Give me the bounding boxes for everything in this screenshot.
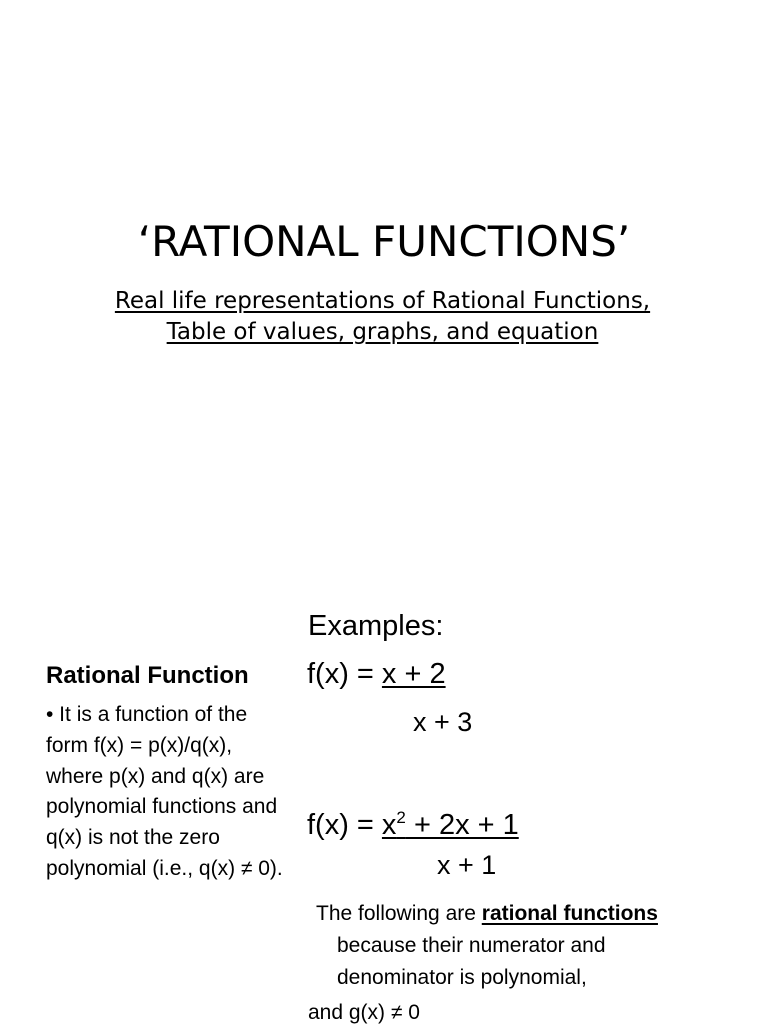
definition-heading: Rational Function bbox=[46, 662, 249, 689]
slide-title: ‘RATIONAL FUNCTIONS’ bbox=[137, 217, 631, 266]
example-1-equation bbox=[307, 655, 446, 693]
example-1-denominator: x + 3 bbox=[413, 707, 473, 737]
explanation-prefix: The following are bbox=[316, 902, 482, 925]
explanation-line-2: because their numerator and bbox=[337, 934, 606, 957]
example-2-numerator bbox=[382, 809, 519, 841]
example-1-lhs: f(x) = bbox=[307, 658, 382, 690]
example-2-numerator-base: x bbox=[381, 809, 397, 841]
example-2-denominator: x + 1 bbox=[437, 850, 497, 880]
examples-label: Examples: bbox=[308, 610, 444, 642]
example-2-lhs: f(x) = bbox=[307, 809, 382, 841]
definition-text: • It is a function of the form f(x) = p(x)/q(x), where p(x) and q(x) are polynomial functions and q(x) is not the zero polynomial (i.e., q(x) ≠ 0). bbox=[46, 703, 283, 880]
explanation-text bbox=[316, 898, 756, 994]
slide-subtitle: Real life representations of Rational Functions, Table of values, graphs, and equation bbox=[114, 288, 651, 345]
explanation-line-4: and g(x) ≠ 0 bbox=[308, 1001, 420, 1024]
explanation-emphasis: rational functions bbox=[481, 902, 658, 925]
example-1-numerator: x + 2 bbox=[381, 658, 446, 690]
example-2-exponent: 2 bbox=[396, 808, 406, 827]
example-2-equation bbox=[307, 799, 519, 844]
definition-panel bbox=[46, 656, 286, 885]
example-2-numerator-rest: + 2x + 1 bbox=[405, 809, 519, 841]
explanation-line-3: denominator is polynomial, bbox=[337, 966, 587, 989]
